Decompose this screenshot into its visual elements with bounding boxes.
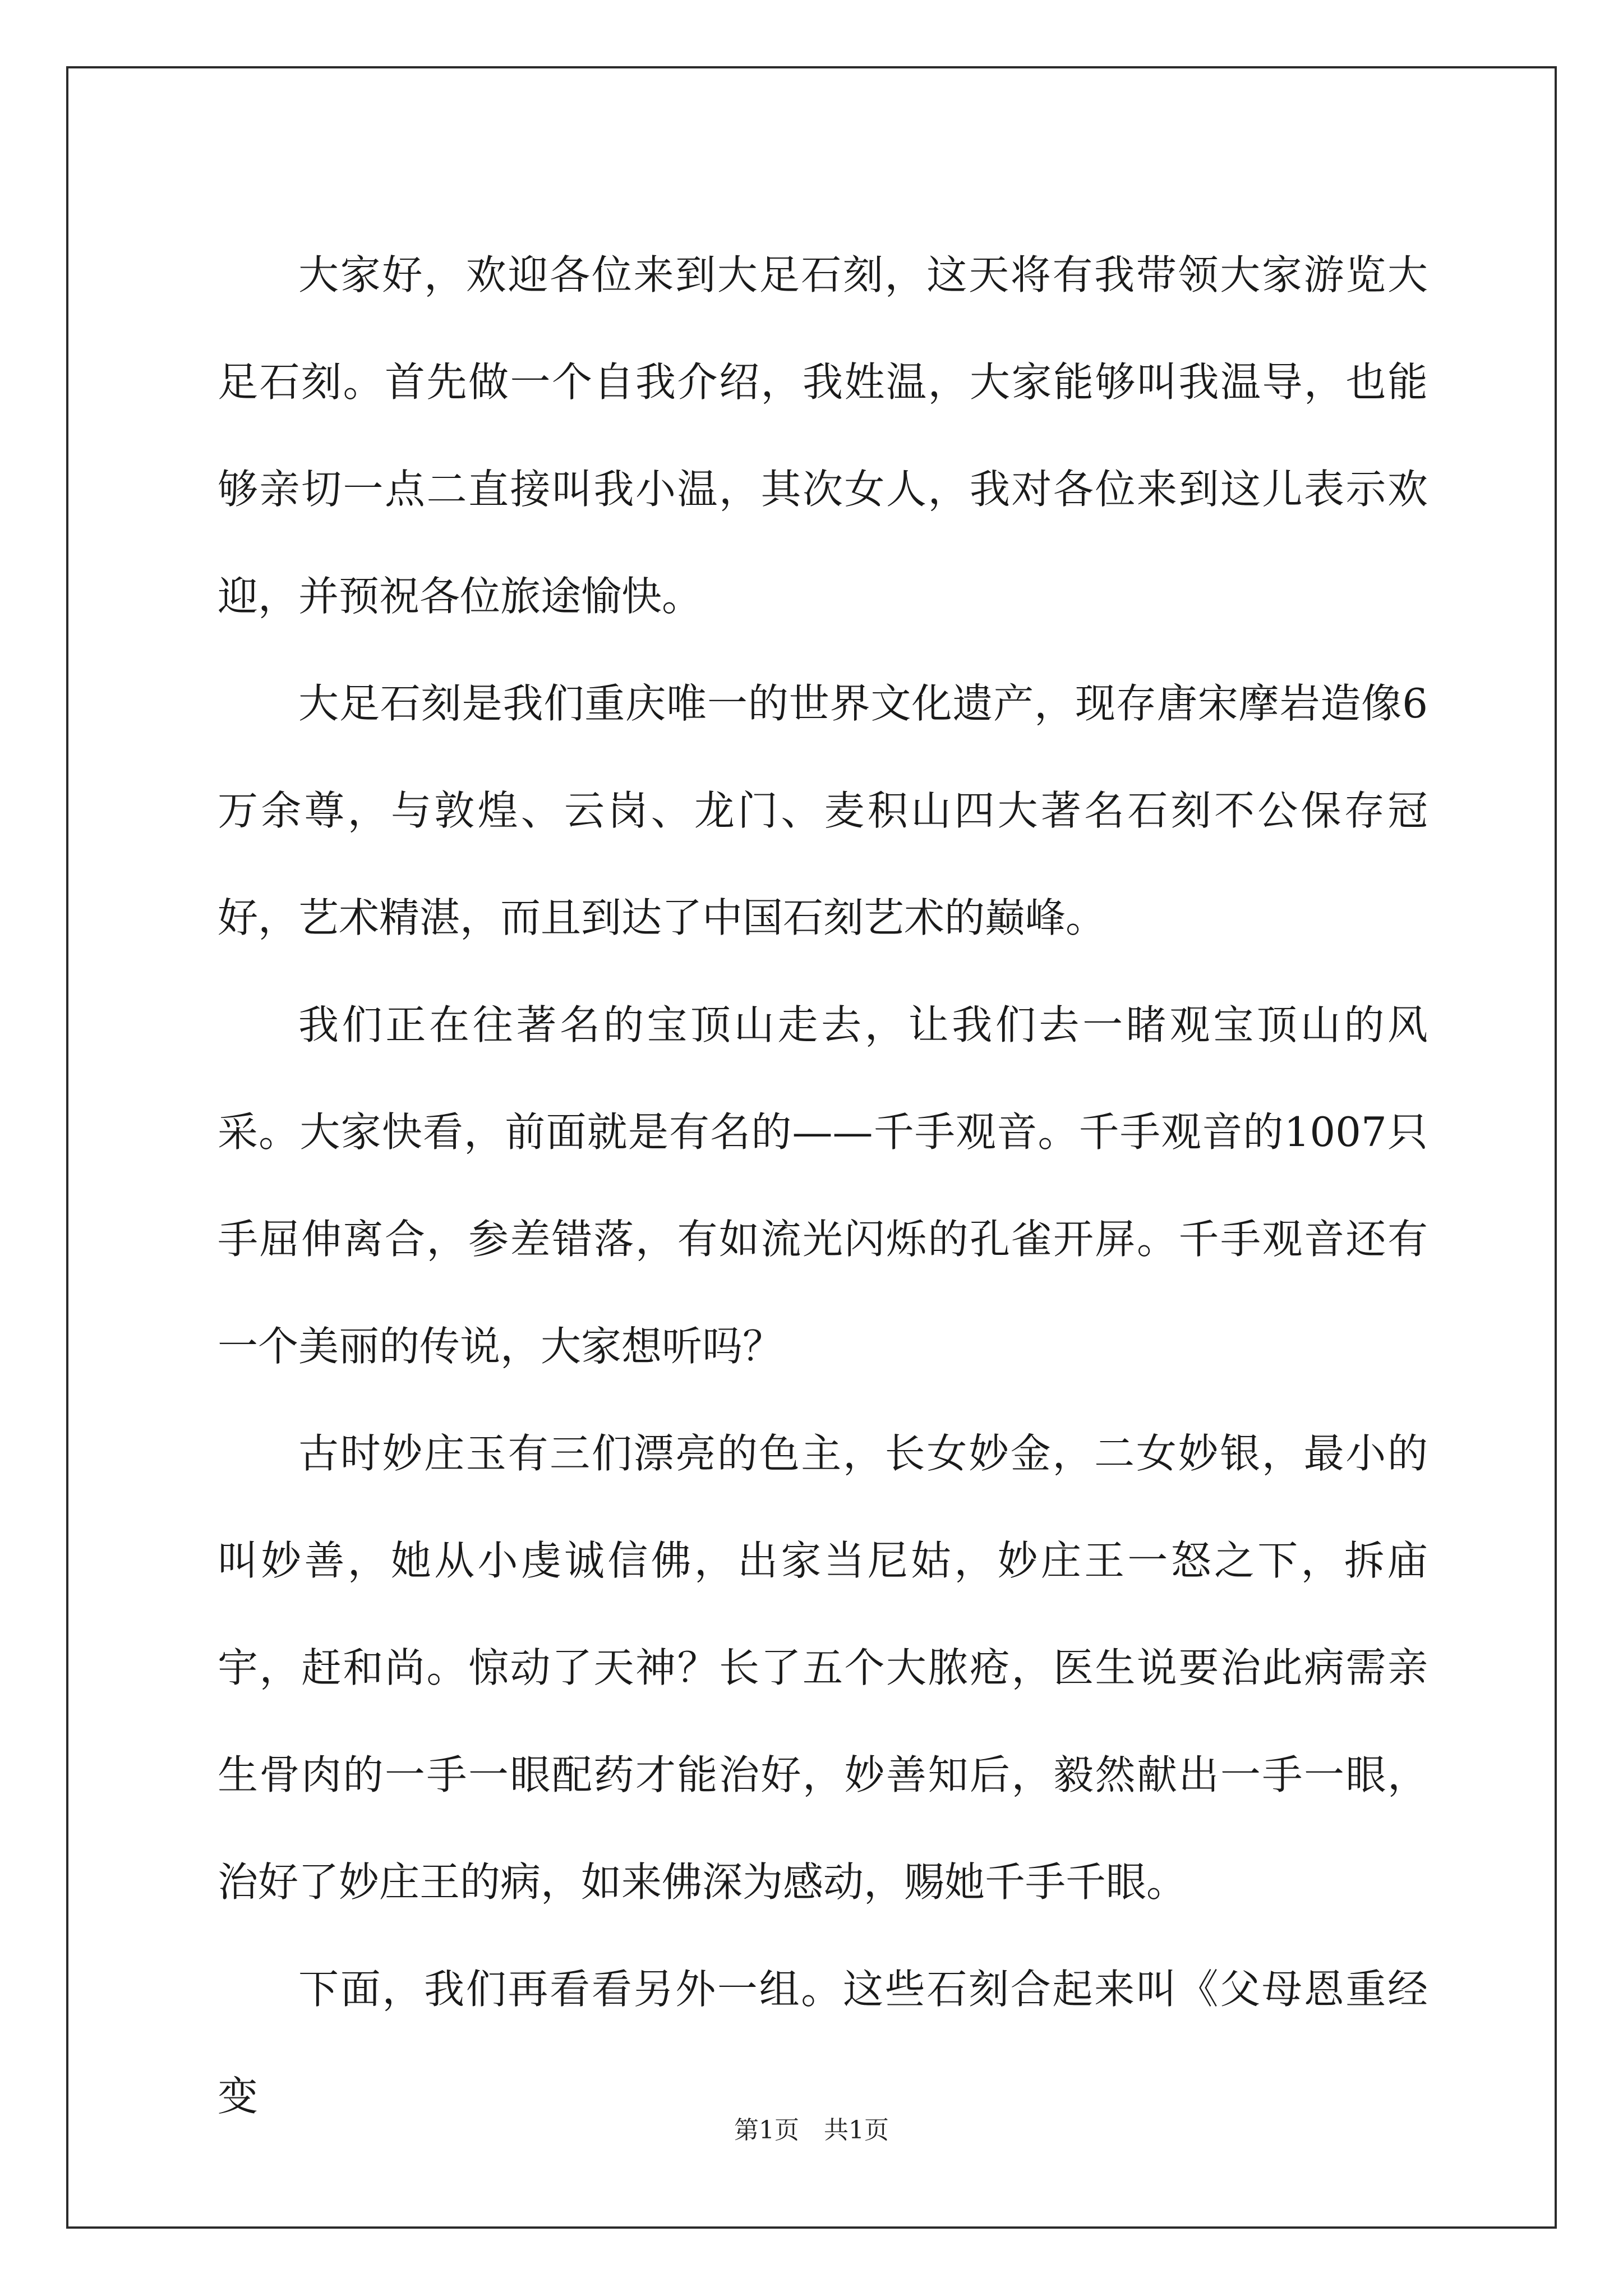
paragraph-5: 下面，我们再看看另外一组。这些石刻合起来叫《父母恩重经变 (218, 1966, 1428, 2120)
page-total: 共1页 (824, 2116, 889, 2145)
paragraph-2: 大足石刻是我们重庆唯一的世界文化遗产，现存唐宋摩岩造像6万余尊，与敦煌、云岗、龙门、麦积山四大著名石刻不公保存冠好，艺术精湛，而且到达了中国石刻艺术的巅峰。 (218, 680, 1428, 941)
document-body (218, 222, 1428, 2150)
paragraph-1: 大家好，欢迎各位来到大足石刻，这天将有我带领大家游览大足石刻。首先做一个自我介绍，我姓温，大家能够叫我温导，也能够亲切一点二直接叫我小温，其次女人，我对各位来到这儿表示欢迎，并预祝各位旅途愉快。 (218, 251, 1428, 620)
page-footer (0, 2114, 1623, 2147)
paragraph-4: 古时妙庄玉有三们漂亮的色主，长女妙金，二女妙银，最小的叫妙善，她从小虔诚信佛，出家当尼姑，妙庄王一怒之下，拆庙宇，赶和尚。惊动了天神？长了五个大脓疮，医生说要治此病需亲生骨肉的一手一眼配药才能治好，妙善知后，毅然献出一手一眼，治好了妙庄王的病，如来佛深为感动，赐她千手千眼。 (218, 1430, 1428, 1906)
page-number: 第1页 (734, 2116, 799, 2145)
paragraph-3: 我们正在往著名的宝顶山走去，让我们去一睹观宝顶山的风采。大家快看，前面就是有名的——千手观音。千手观音的1007只手屈伸离合，参差错落，有如流光闪烁的孔雀开屏。千手观音还有一个美丽的传说，大家想听吗？ (218, 1001, 1428, 1370)
